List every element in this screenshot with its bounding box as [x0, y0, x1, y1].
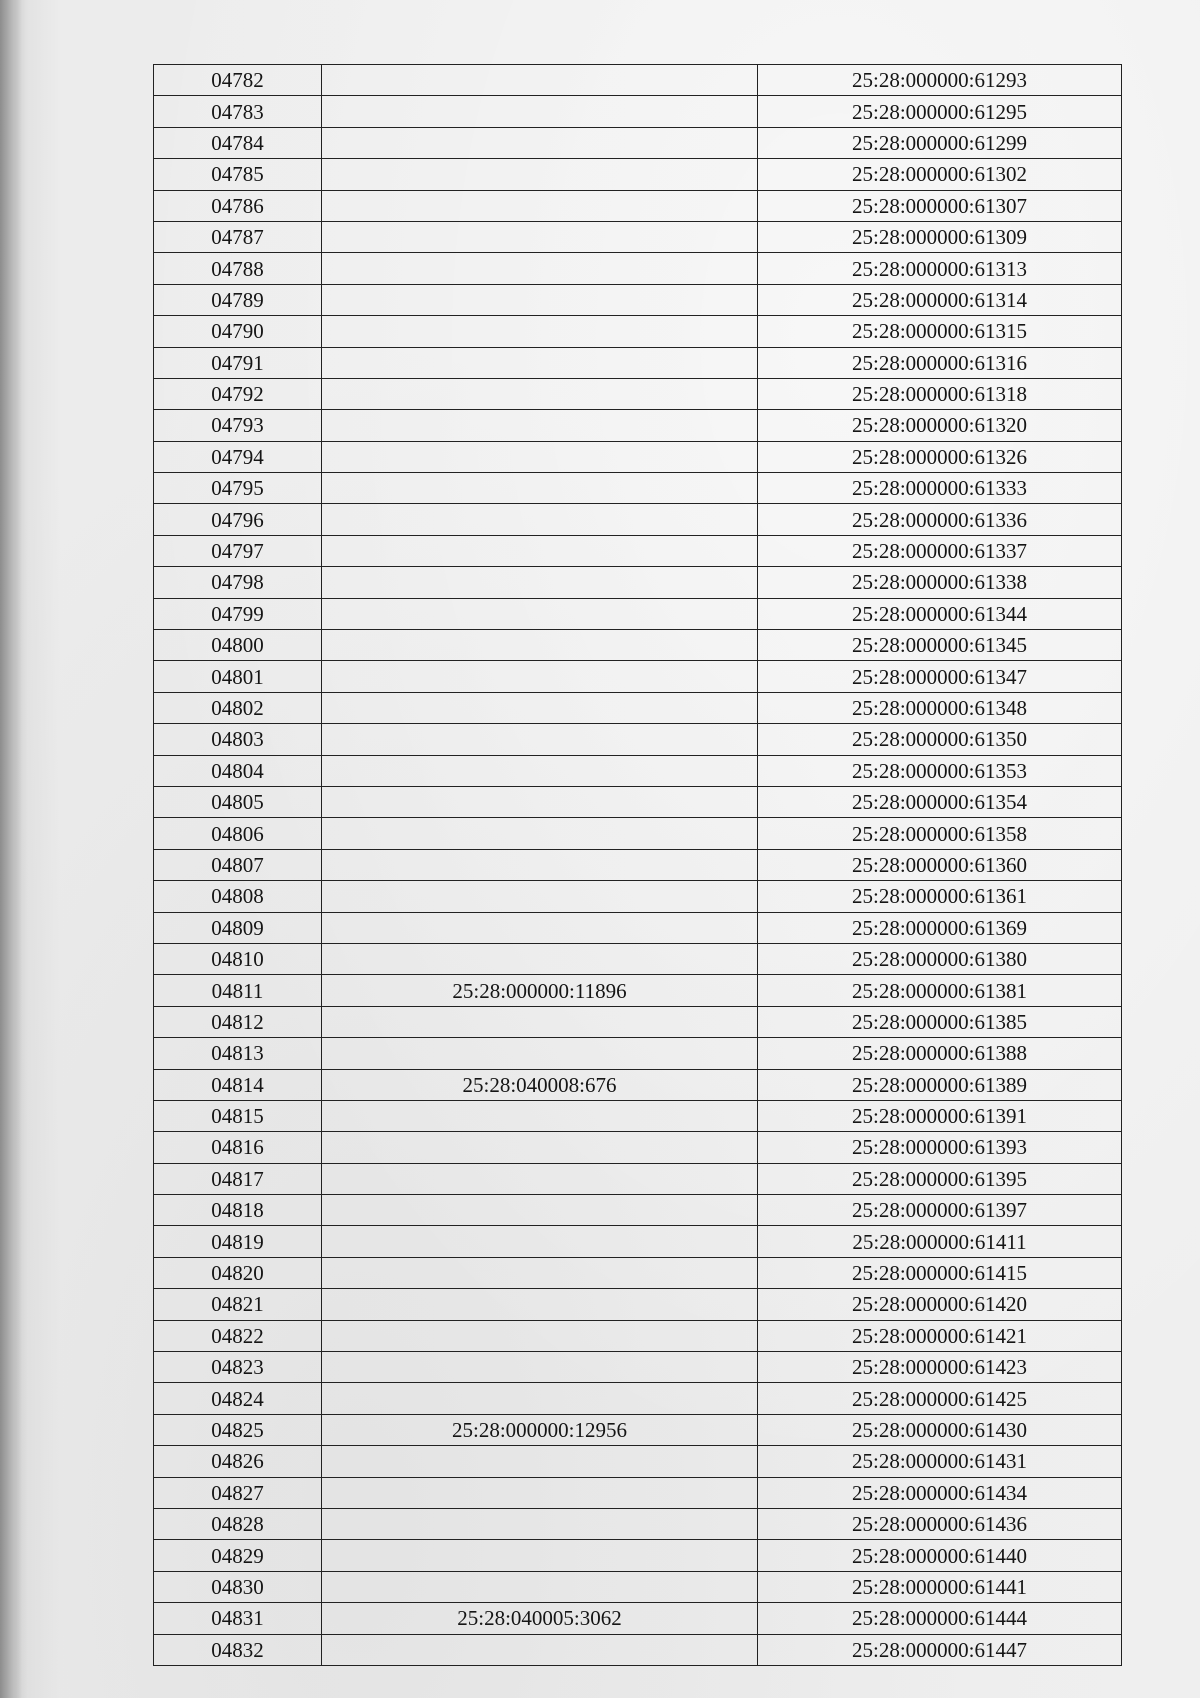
- previous-number-cell: [322, 347, 758, 378]
- previous-number-cell: [322, 661, 758, 692]
- cadastral-number-cell: 25:28:000000:61313: [758, 253, 1122, 284]
- table-row: [154, 975, 1122, 1006]
- row-number-cell: 04785: [154, 159, 322, 190]
- cadastral-number-cell: 25:28:000000:61302: [758, 159, 1122, 190]
- previous-number-cell: [322, 1320, 758, 1351]
- cadastral-number-cell: 25:28:000000:61389: [758, 1069, 1122, 1100]
- cadastral-number-cell: 25:28:000000:61421: [758, 1320, 1122, 1351]
- table-row: [154, 1571, 1122, 1602]
- previous-number-cell: [322, 410, 758, 441]
- table-row: [154, 96, 1122, 127]
- row-number-cell: 04806: [154, 818, 322, 849]
- table-row: [154, 378, 1122, 409]
- previous-number-cell: [322, 65, 758, 96]
- table-row: [154, 1383, 1122, 1414]
- cadastral-number-cell: 25:28:000000:61381: [758, 975, 1122, 1006]
- cadastral-number-cell: 25:28:000000:61361: [758, 881, 1122, 912]
- table-row: [154, 881, 1122, 912]
- cadastral-number-cell: 25:28:000000:61444: [758, 1603, 1122, 1634]
- previous-number-cell: [322, 1006, 758, 1037]
- table-row: [154, 567, 1122, 598]
- cadastral-number-cell: 25:28:000000:61345: [758, 630, 1122, 661]
- table-row: [154, 849, 1122, 880]
- row-number-cell: 04820: [154, 1257, 322, 1288]
- cadastral-number-cell: 25:28:000000:61309: [758, 221, 1122, 252]
- row-number-cell: 04784: [154, 127, 322, 158]
- row-number-cell: 04800: [154, 630, 322, 661]
- table-row: [154, 65, 1122, 96]
- table-row: [154, 1069, 1122, 1100]
- cadastral-number-cell: 25:28:000000:61333: [758, 473, 1122, 504]
- previous-number-cell: [322, 504, 758, 535]
- row-number-cell: 04819: [154, 1226, 322, 1257]
- previous-number-cell: [322, 253, 758, 284]
- cadastral-number-cell: 25:28:000000:61380: [758, 943, 1122, 974]
- table-row: [154, 1226, 1122, 1257]
- row-number-cell: 04799: [154, 598, 322, 629]
- table-row: [154, 755, 1122, 786]
- previous-number-cell: [322, 1038, 758, 1069]
- row-number-cell: 04824: [154, 1383, 322, 1414]
- row-number-cell: 04789: [154, 284, 322, 315]
- row-number-cell: 04793: [154, 410, 322, 441]
- table-row: [154, 1446, 1122, 1477]
- previous-number-cell: [322, 96, 758, 127]
- previous-number-cell: [322, 284, 758, 315]
- cadastral-number-cell: 25:28:000000:61423: [758, 1352, 1122, 1383]
- table-row: [154, 661, 1122, 692]
- previous-number-cell: [322, 221, 758, 252]
- previous-number-cell: [322, 190, 758, 221]
- row-number-cell: 04792: [154, 378, 322, 409]
- previous-number-cell: [322, 1352, 758, 1383]
- row-number-cell: 04826: [154, 1446, 322, 1477]
- row-number-cell: 04805: [154, 786, 322, 817]
- table-row: [154, 347, 1122, 378]
- table-row: [154, 441, 1122, 472]
- table-row: [154, 127, 1122, 158]
- table-row: [154, 221, 1122, 252]
- table-row: [154, 1195, 1122, 1226]
- previous-number-cell: 25:28:000000:11896: [322, 975, 758, 1006]
- cadastral-number-cell: 25:28:000000:61338: [758, 567, 1122, 598]
- table-row: [154, 473, 1122, 504]
- cadastral-number-cell: 25:28:000000:61358: [758, 818, 1122, 849]
- table-row: [154, 410, 1122, 441]
- cadastral-number-cell: 25:28:000000:61391: [758, 1100, 1122, 1131]
- previous-number-cell: [322, 1257, 758, 1288]
- row-number-cell: 04831: [154, 1603, 322, 1634]
- table-row: [154, 1006, 1122, 1037]
- cadastral-number-cell: 25:28:000000:61434: [758, 1477, 1122, 1508]
- cadastral-number-cell: 25:28:000000:61336: [758, 504, 1122, 535]
- previous-number-cell: [322, 755, 758, 786]
- table-row: [154, 943, 1122, 974]
- cadastral-number-cell: 25:28:000000:61299: [758, 127, 1122, 158]
- previous-number-cell: 25:28:040008:676: [322, 1069, 758, 1100]
- table-row: [154, 1508, 1122, 1539]
- cadastral-number-cell: 25:28:000000:61354: [758, 786, 1122, 817]
- cadastral-number-cell: 25:28:000000:61295: [758, 96, 1122, 127]
- row-number-cell: 04796: [154, 504, 322, 535]
- row-number-cell: 04786: [154, 190, 322, 221]
- row-number-cell: 04810: [154, 943, 322, 974]
- previous-number-cell: [322, 786, 758, 817]
- table-row: [154, 1163, 1122, 1194]
- row-number-cell: 04828: [154, 1508, 322, 1539]
- previous-number-cell: [322, 598, 758, 629]
- row-number-cell: 04801: [154, 661, 322, 692]
- previous-number-cell: [322, 692, 758, 723]
- table-row: [154, 1352, 1122, 1383]
- row-number-cell: 04787: [154, 221, 322, 252]
- table-row: [154, 190, 1122, 221]
- row-number-cell: 04802: [154, 692, 322, 723]
- row-number-cell: 04803: [154, 724, 322, 755]
- row-number-cell: 04808: [154, 881, 322, 912]
- previous-number-cell: [322, 1540, 758, 1571]
- previous-number-cell: [322, 567, 758, 598]
- table-row: [154, 1100, 1122, 1131]
- row-number-cell: 04814: [154, 1069, 322, 1100]
- cadastral-number-cell: 25:28:000000:61348: [758, 692, 1122, 723]
- table-row: [154, 1132, 1122, 1163]
- cadastral-number-cell: 25:28:000000:61431: [758, 1446, 1122, 1477]
- cadastral-number-cell: 25:28:000000:61353: [758, 755, 1122, 786]
- table-row: [154, 316, 1122, 347]
- cadastral-number-cell: 25:28:000000:61337: [758, 535, 1122, 566]
- row-number-cell: 04827: [154, 1477, 322, 1508]
- previous-number-cell: [322, 1163, 758, 1194]
- cadastral-number-cell: 25:28:000000:61318: [758, 378, 1122, 409]
- cadastral-number-cell: 25:28:000000:61430: [758, 1414, 1122, 1445]
- previous-number-cell: [322, 535, 758, 566]
- cadastral-number-cell: 25:28:000000:61314: [758, 284, 1122, 315]
- cadastral-number-cell: 25:28:000000:61360: [758, 849, 1122, 880]
- cadastral-number-cell: 25:28:000000:61441: [758, 1571, 1122, 1602]
- row-number-cell: 04818: [154, 1195, 322, 1226]
- previous-number-cell: [322, 1446, 758, 1477]
- table-row: [154, 284, 1122, 315]
- row-number-cell: 04797: [154, 535, 322, 566]
- previous-number-cell: [322, 1132, 758, 1163]
- cadastral-number-cell: 25:28:000000:61395: [758, 1163, 1122, 1194]
- row-number-cell: 04825: [154, 1414, 322, 1445]
- table-row: [154, 1320, 1122, 1351]
- previous-number-cell: [322, 724, 758, 755]
- cadastral-number-cell: 25:28:000000:61425: [758, 1383, 1122, 1414]
- previous-number-cell: [322, 1571, 758, 1602]
- row-number-cell: 04807: [154, 849, 322, 880]
- table-row: [154, 724, 1122, 755]
- cadastral-number-cell: 25:28:000000:61344: [758, 598, 1122, 629]
- row-number-cell: 04813: [154, 1038, 322, 1069]
- previous-number-cell: [322, 881, 758, 912]
- previous-number-cell: [322, 441, 758, 472]
- row-number-cell: 04812: [154, 1006, 322, 1037]
- cadastral-number-cell: 25:28:000000:61447: [758, 1634, 1122, 1665]
- cadastral-number-cell: 25:28:000000:61385: [758, 1006, 1122, 1037]
- row-number-cell: 04829: [154, 1540, 322, 1571]
- cadastral-number-cell: 25:28:000000:61393: [758, 1132, 1122, 1163]
- previous-number-cell: [322, 1634, 758, 1665]
- table-row: [154, 535, 1122, 566]
- table-row: [154, 630, 1122, 661]
- previous-number-cell: [322, 1226, 758, 1257]
- table-row: [154, 1257, 1122, 1288]
- row-number-cell: 04821: [154, 1289, 322, 1320]
- cadastral-number-cell: 25:28:000000:61397: [758, 1195, 1122, 1226]
- previous-number-cell: [322, 1100, 758, 1131]
- cadastral-number-cell: 25:28:000000:61415: [758, 1257, 1122, 1288]
- table-row: [154, 1603, 1122, 1634]
- table-row: [154, 818, 1122, 849]
- row-number-cell: 04788: [154, 253, 322, 284]
- row-number-cell: 04791: [154, 347, 322, 378]
- table-row: [154, 1540, 1122, 1571]
- previous-number-cell: [322, 378, 758, 409]
- table-row: [154, 504, 1122, 535]
- table-row: [154, 1289, 1122, 1320]
- cadastral-number-cell: 25:28:000000:61369: [758, 912, 1122, 943]
- row-number-cell: 04795: [154, 473, 322, 504]
- previous-number-cell: 25:28:040005:3062: [322, 1603, 758, 1634]
- cadastral-number-cell: 25:28:000000:61307: [758, 190, 1122, 221]
- table-row: [154, 598, 1122, 629]
- cadastral-number-cell: 25:28:000000:61326: [758, 441, 1122, 472]
- previous-number-cell: [322, 818, 758, 849]
- row-number-cell: 04798: [154, 567, 322, 598]
- previous-number-cell: [322, 1477, 758, 1508]
- cadastral-number-cell: 25:28:000000:61436: [758, 1508, 1122, 1539]
- cadastral-register-table: [153, 64, 1122, 1666]
- previous-number-cell: [322, 127, 758, 158]
- cadastral-number-cell: 25:28:000000:61316: [758, 347, 1122, 378]
- row-number-cell: 04782: [154, 65, 322, 96]
- table-row: [154, 253, 1122, 284]
- table-row: [154, 692, 1122, 723]
- row-number-cell: 04822: [154, 1320, 322, 1351]
- table-row: [154, 1634, 1122, 1665]
- row-number-cell: 04790: [154, 316, 322, 347]
- previous-number-cell: [322, 1289, 758, 1320]
- cadastral-number-cell: 25:28:000000:61347: [758, 661, 1122, 692]
- row-number-cell: 04817: [154, 1163, 322, 1194]
- previous-number-cell: [322, 159, 758, 190]
- previous-number-cell: [322, 1195, 758, 1226]
- table-row: [154, 1038, 1122, 1069]
- row-number-cell: 04794: [154, 441, 322, 472]
- previous-number-cell: [322, 473, 758, 504]
- row-number-cell: 04783: [154, 96, 322, 127]
- previous-number-cell: [322, 316, 758, 347]
- table-row: [154, 159, 1122, 190]
- register-table-body: [154, 65, 1122, 1666]
- cadastral-number-cell: 25:28:000000:61320: [758, 410, 1122, 441]
- table-row: [154, 1477, 1122, 1508]
- row-number-cell: 04832: [154, 1634, 322, 1665]
- previous-number-cell: [322, 630, 758, 661]
- table-row: [154, 786, 1122, 817]
- previous-number-cell: [322, 912, 758, 943]
- cadastral-number-cell: 25:28:000000:61420: [758, 1289, 1122, 1320]
- row-number-cell: 04815: [154, 1100, 322, 1131]
- cadastral-number-cell: 25:28:000000:61411: [758, 1226, 1122, 1257]
- cadastral-number-cell: 25:28:000000:61440: [758, 1540, 1122, 1571]
- cadastral-number-cell: 25:28:000000:61315: [758, 316, 1122, 347]
- row-number-cell: 04804: [154, 755, 322, 786]
- row-number-cell: 04811: [154, 975, 322, 1006]
- row-number-cell: 04809: [154, 912, 322, 943]
- page-binding-shadow: [0, 0, 22, 1698]
- table-row: [154, 912, 1122, 943]
- row-number-cell: 04816: [154, 1132, 322, 1163]
- cadastral-number-cell: 25:28:000000:61388: [758, 1038, 1122, 1069]
- previous-number-cell: [322, 1508, 758, 1539]
- table-row: [154, 1414, 1122, 1445]
- previous-number-cell: 25:28:000000:12956: [322, 1414, 758, 1445]
- previous-number-cell: [322, 943, 758, 974]
- previous-number-cell: [322, 849, 758, 880]
- row-number-cell: 04823: [154, 1352, 322, 1383]
- previous-number-cell: [322, 1383, 758, 1414]
- row-number-cell: 04830: [154, 1571, 322, 1602]
- cadastral-number-cell: 25:28:000000:61350: [758, 724, 1122, 755]
- cadastral-number-cell: 25:28:000000:61293: [758, 65, 1122, 96]
